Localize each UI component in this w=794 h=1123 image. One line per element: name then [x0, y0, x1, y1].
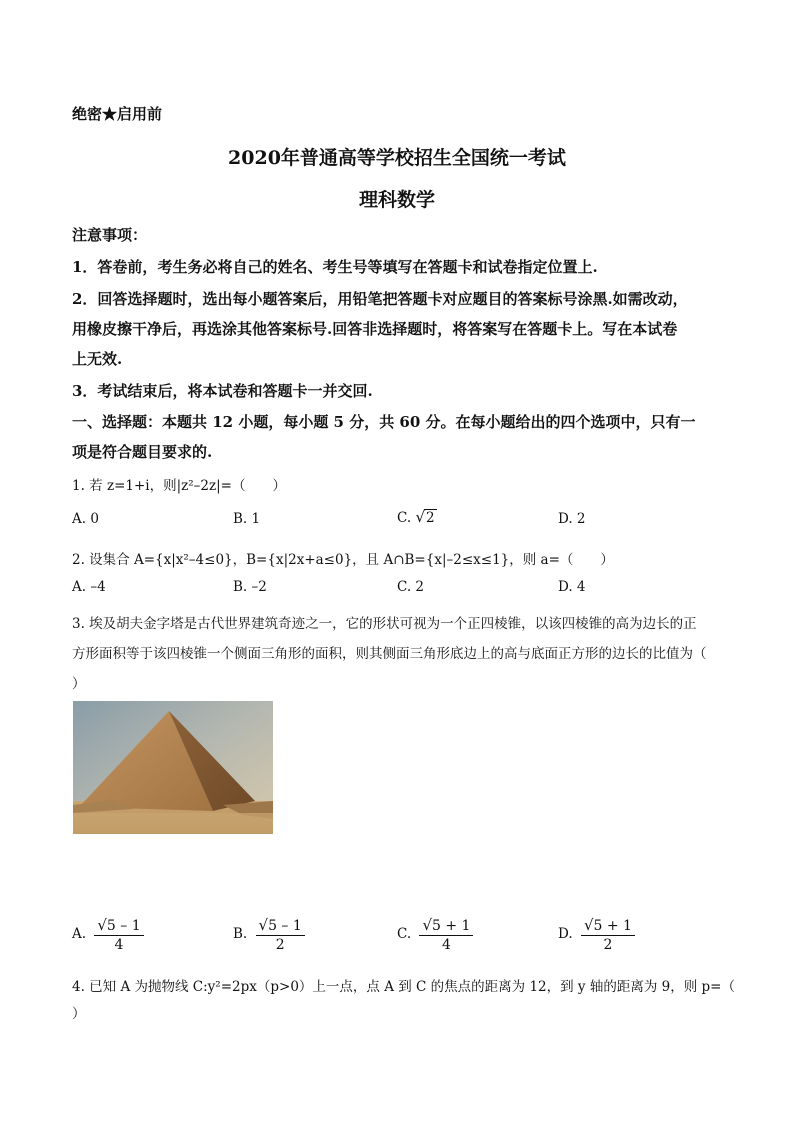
- q1-option-b: B. 1: [233, 511, 261, 527]
- q3-option-a-denominator: 4: [114, 937, 124, 953]
- q3-option-d: [558, 916, 635, 953]
- q3-option-b: [233, 916, 305, 953]
- q1-option-c: [397, 508, 437, 526]
- q3-option-d-fraction: [581, 916, 635, 953]
- q1-stem: 1. 若 z=1+i，则|z²–2z|=（ ）: [72, 478, 286, 494]
- q3-option-a-fraction: [94, 916, 143, 953]
- q2-option-d: D. 4: [558, 579, 586, 595]
- notice-item-1: 1．答卷前，考生务必将自己的姓名、考生号等填写在答题卡和试卷指定位置上.: [72, 258, 598, 276]
- q3-option-d-label: D.: [558, 926, 573, 942]
- q3-option-a-numerator: 5 – 1: [106, 918, 141, 934]
- q2-option-b: B. –2: [233, 579, 267, 595]
- section-1-heading-line-2: 项是符合题目要求的.: [72, 443, 213, 461]
- q1-option-c-label: C.: [397, 510, 412, 526]
- exam-subject: 理科数学: [358, 189, 435, 211]
- q3-option-d-numerator: 5 + 1: [593, 918, 632, 934]
- confidential-mark: 绝密★启用前: [72, 105, 163, 123]
- pyramid-photo: [73, 701, 273, 834]
- sqrt-sign-icon: √: [583, 916, 594, 934]
- q3-stem-line-3: ）: [72, 676, 86, 692]
- section-1-heading-line-1: 一、选择题：本题共 12 小题，每小题 5 分，共 60 分。在每小题给出的四个选项中，只有一: [72, 413, 696, 431]
- notice-heading: 注意事项：: [72, 226, 148, 244]
- q1-option-a: A. 0: [72, 511, 99, 527]
- sqrt-sign-icon: √: [258, 916, 269, 934]
- q3-stem-line-2: 方形面积等于该四棱锥一个侧面三角形的面积，则其侧面三角形底边上的高与底面正方形的边长的比值为（: [72, 646, 707, 662]
- q1-option-d: D. 2: [558, 511, 586, 527]
- q2-stem: 2. 设集合 A={x|x²–4≤0}，B={x|2x+a≤0}，且 A∩B={x|–2≤x≤1}，则 a=（ ）: [72, 552, 614, 568]
- q1-option-c-radicand: 2: [426, 510, 435, 526]
- q3-option-b-denominator: 2: [275, 937, 285, 953]
- q3-option-b-numerator: 5 – 1: [268, 918, 302, 934]
- q4-stem-line-1: 4. 已知 A 为抛物线 C:y²=2px（p>0）上一点，点 A 到 C 的焦点的距离为 12，到 y 轴的距离为 9，则 p=（: [72, 979, 735, 995]
- q3-option-c-fraction: [419, 916, 473, 953]
- q3-option-b-label: B.: [233, 926, 248, 942]
- notice-item-3: 3．考试结束后，将本试卷和答题卡一并交回.: [72, 382, 373, 400]
- q4-stem-line-2: ）: [72, 1006, 86, 1022]
- exam-title: 2020年普通高等学校招生全国统一考试: [228, 147, 566, 169]
- sqrt-sign-icon: √: [415, 508, 425, 526]
- q3-option-c: [397, 916, 473, 953]
- notice-item-2-line-3: 上无效.: [72, 350, 123, 368]
- q3-option-a-label: A.: [72, 926, 87, 942]
- q2-option-a: A. –4: [72, 579, 106, 595]
- q3-option-c-denominator: 4: [441, 937, 451, 953]
- q3-stem-line-1: 3. 埃及胡夫金字塔是古代世界建筑奇迹之一，它的形状可视为一个正四棱锥，以该四棱锥的高为边长的正: [72, 616, 697, 632]
- notice-item-2-line-1: 2．回答选择题时，选出每小题答案后，用铅笔把答题卡对应题目的答案标号涂黑.如需改动，: [72, 290, 688, 308]
- q3-option-d-denominator: 2: [603, 937, 613, 953]
- q3-option-c-label: C.: [397, 926, 412, 942]
- q3-option-b-fraction: [256, 916, 305, 953]
- notice-item-2-line-2: 用橡皮擦干净后，再选涂其他答案标号.回答非选择题时，将答案写在答题卡上。写在本试卷: [72, 320, 678, 338]
- q2-option-c: C. 2: [397, 579, 425, 595]
- sqrt-sign-icon: √: [97, 916, 107, 934]
- q3-option-a: [72, 916, 144, 953]
- q3-option-c-numerator: 5 + 1: [432, 918, 471, 934]
- sqrt-sign-icon: √: [422, 916, 432, 934]
